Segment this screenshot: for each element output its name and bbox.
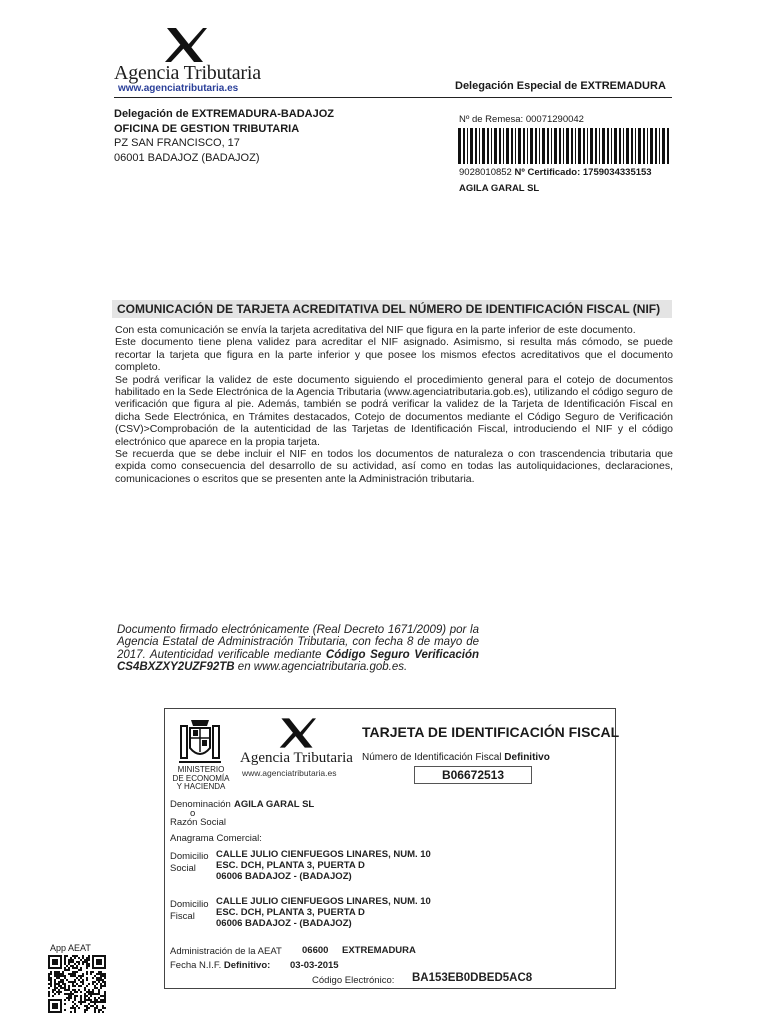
nif-status: Definitivo (504, 752, 550, 763)
certificate-label: Nº Certificado: (514, 167, 581, 178)
signature-statement (117, 624, 479, 674)
social-address (216, 849, 431, 882)
anagrama-label: Anagrama Comercial: (170, 833, 262, 844)
addressee: AGILA GARAL SL (459, 183, 540, 194)
domicilio-social-label-1: Domicilio (170, 851, 209, 862)
csv-label: Código Seguro Verificación (325, 648, 479, 661)
address-line: ESC. DCH, PLANTA 3, PUERTA D (216, 860, 365, 871)
agency-url: www.agenciatributaria.es (118, 83, 239, 94)
office-line-1: Delegación de EXTREMADURA-BADAJOZ (114, 108, 335, 120)
denominacion-value: AGILA GARAL SL (234, 799, 315, 810)
nif-label (362, 752, 550, 763)
ministry-line: DE ECONOMÍA (172, 773, 230, 783)
signature-text: Documento firmado electrónicamente (Real Decreto 1671/2009) por la Agencia Estatal de Administración Tributaria, con fecha 8 de mayo de 2017. Autenticidad verificable mediante (117, 624, 479, 661)
certificate-number: 1759034335153 (582, 167, 652, 178)
signature-url: en www.agenciatributaria.gob.es. (237, 661, 408, 674)
fecha-value: 03-03-2015 (290, 960, 339, 971)
coat-of-arms-icon (177, 716, 223, 766)
fecha-label-text: Fecha N.I.F. (170, 960, 222, 971)
address-line: 06006 BADAJOZ - (BADAJOZ) (216, 871, 352, 882)
remesa-value: 00071290042 (525, 114, 584, 125)
delegation-title: Delegación Especial de EXTREMADURA (455, 80, 666, 92)
card-agency-logo-icon (278, 716, 316, 750)
address-line: ESC. DCH, PLANTA 3, PUERTA D (216, 907, 365, 918)
admin-code: 06600 (302, 945, 329, 956)
remesa-label: Nº de Remesa: (459, 114, 524, 125)
codigo-value: BA153EB0DBED5AC8 (412, 972, 533, 984)
admin-label: Administración de la AEAT (170, 946, 282, 957)
qr-code-icon (48, 955, 106, 1013)
agencia-tributaria-logo-icon (163, 26, 207, 64)
office-line-2: OFICINA DE GESTION TRIBUTARIA (114, 122, 300, 135)
reference-number: 9028010852 (459, 167, 512, 178)
denominacion-label: Denominación (170, 799, 231, 810)
domicilio-social-label-2: Social (170, 863, 196, 874)
remesa-number (459, 114, 584, 125)
barcode (458, 128, 670, 164)
document-title: COMUNICACIÓN DE TARJETA ACREDITATIVA DEL NÚMERO DE IDENTIFICACIÓN FISCAL (NIF) (117, 302, 661, 316)
body-text (115, 324, 673, 485)
domicilio-fiscal-label-1: Domicilio (170, 899, 209, 910)
o-label: o (190, 808, 196, 819)
header-divider (114, 97, 672, 98)
fecha-status: Definitivo: (223, 960, 271, 971)
agency-name: Agencia Tributaria (114, 62, 261, 84)
domicilio-fiscal-label-2: Fiscal (170, 911, 195, 922)
codigo-label: Código Electrónico: (312, 975, 395, 986)
body-paragraph: Se recuerda que se debe incluir el NIF en todos los documentos de naturaleza o con trascendencia tributaria que expida como consecuencia del desarrollo de su actividad, así como en todas las autoliquidaciones, declaraciones, comunicaciones o escritos que se presenten ante la Administración tributaria. (115, 448, 673, 485)
body-paragraph: Se podrá verificar la validez de este documento siguiendo el procedimiento general para el cotejo de documentos habilitado en la Sede Electrónica de la Agencia Tributaria (www.agenciatributaria.gob.es), utilizando el código seguro de verificación que figura al pie. Además, también se podrá verificar la validez de la Tarjeta de Identificación Fiscal en dicha Sede Electrónica, en Trámites destacados, Cotejo de documentos mediante el Código Seguro de Verificación (CSV)>Comprobación de la autenticidad de las Tarjetas de Identificación Fiscal, introduciendo el NIF y el código electrónico que aparece en la propia tarjeta. (115, 373, 673, 448)
nif-label-text: Número de Identificación Fiscal (362, 752, 502, 763)
csv-code: CS4BXZXY2UZF92TB (117, 661, 235, 674)
ministry-label (168, 766, 234, 792)
office-address (114, 107, 334, 165)
card-title: TARJETA DE IDENTIFICACIÓN FISCAL (362, 724, 620, 740)
card-agency-url: www.agenciatributaria.es (242, 768, 337, 778)
office-line-4: 06001 BADAJOZ (BADAJOZ) (114, 151, 260, 164)
razon-social-label: Razón Social (170, 817, 226, 828)
ministry-line: MINISTERIO (177, 765, 225, 774)
admin-name: EXTREMADURA (342, 945, 416, 956)
fiscal-address (216, 896, 431, 929)
nif-value: B06672513 (414, 766, 532, 784)
address-line: 06006 BADAJOZ - (BADAJOZ) (216, 918, 352, 929)
body-paragraph: Este documento tiene plena validez para acreditar el NIF asignado. Asimismo, si resulta más cómodo, se puede recortar la tarjeta que figura en la parte inferior y que posee los mismos efectos acreditativos que el documento completo. (115, 336, 673, 374)
address-line: CALLE JULIO CIENFUEGOS LINARES, NUM. 10 (216, 849, 431, 860)
card-agency-name: Agencia Tributaria (240, 750, 353, 766)
app-aeat-label: App AEAT (50, 943, 91, 953)
body-paragraph: Con esta comunicación se envía la tarjeta acreditativa del NIF que figura en la parte inferior de este documento. (115, 324, 636, 336)
certificate-line (459, 167, 652, 178)
fecha-label (170, 960, 270, 971)
ministry-line: Y HACIENDA (176, 782, 226, 791)
address-line: CALLE JULIO CIENFUEGOS LINARES, NUM. 10 (216, 896, 431, 907)
office-line-3: PZ SAN FRANCISCO, 17 (114, 137, 240, 149)
